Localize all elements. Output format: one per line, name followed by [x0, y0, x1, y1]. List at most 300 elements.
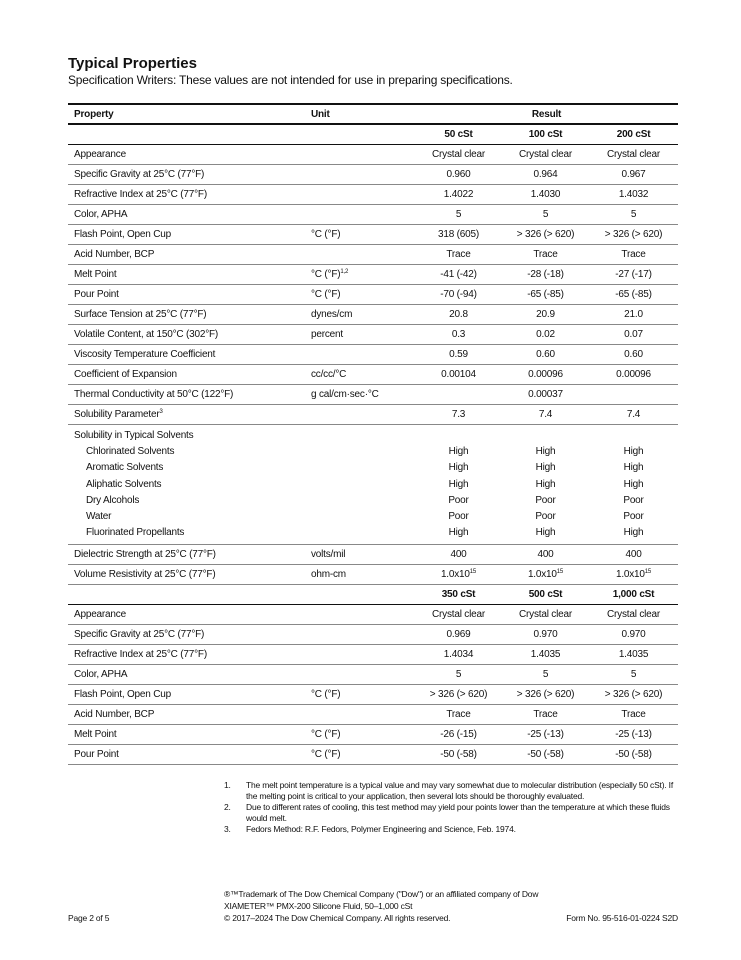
value-cell: [415, 385, 502, 405]
property-name: Solubility Parameter: [74, 409, 160, 420]
exponent: 15: [644, 569, 652, 576]
unit: percent: [311, 329, 343, 340]
value-cell: [502, 145, 589, 165]
value-cell: [589, 305, 678, 325]
value: 1.4022: [443, 189, 474, 200]
unit-cell: [305, 665, 415, 685]
table-row: [68, 705, 678, 725]
property-cell: [68, 685, 305, 705]
value: 21.0: [624, 309, 643, 320]
property-name: Melt Point: [74, 729, 117, 741]
property-cell: [68, 725, 305, 745]
spacer: [421, 428, 496, 444]
value: > 326 (> 620): [516, 229, 575, 240]
solvent-name: Aromatic Solvents: [86, 462, 164, 474]
value-cell: [415, 705, 502, 725]
property-cell: [68, 325, 305, 345]
table-row: [68, 345, 678, 365]
value: 0.59: [449, 349, 468, 360]
value-cell: [415, 605, 502, 625]
solvent-name: Dry Alcohols: [86, 494, 140, 506]
property-name: Dielectric Strength at 25°C (77°F): [74, 549, 216, 561]
value-cell: [502, 545, 589, 565]
solubility-value: High: [623, 446, 644, 458]
value: 0.02: [536, 329, 555, 340]
value-cell: [415, 725, 502, 745]
value-cell: [415, 545, 502, 565]
footnote-ref: 3: [159, 409, 163, 415]
grade-label: 500 cSt: [502, 585, 589, 605]
property-cell: [68, 265, 305, 285]
value-cell: [502, 685, 589, 705]
grade-label: 50 cSt: [415, 124, 502, 145]
table-row: [68, 305, 678, 325]
solubility-value: Poor: [448, 511, 469, 523]
solubility-value: Poor: [623, 511, 644, 523]
header-unit: Unit: [305, 104, 415, 124]
unit: dynes/cm: [311, 309, 353, 320]
solubility-value: High: [535, 462, 556, 474]
unit-cell: [305, 285, 415, 305]
value: Crystal clear: [432, 609, 485, 621]
solvent-name: Fluorinated Propellants: [86, 527, 185, 539]
unit-cell: [305, 745, 415, 765]
value: Trace: [621, 249, 646, 260]
value-cell: [589, 645, 678, 665]
value: > 326 (> 620): [429, 689, 488, 701]
value-cell: [589, 405, 678, 425]
value-cell: [415, 405, 502, 425]
grade-header-row: [68, 124, 678, 145]
value: > 326 (> 620): [604, 689, 663, 701]
value-cell: [502, 705, 589, 725]
value-cell: [589, 745, 678, 765]
value: -25 (-13): [527, 729, 564, 741]
value: Crystal clear: [607, 149, 660, 160]
value-cell: [589, 545, 678, 565]
property-name: Appearance: [74, 609, 126, 621]
value-cell: [502, 605, 589, 625]
table-row: [68, 745, 678, 765]
value: -41 (-42): [440, 269, 477, 280]
property-cell: [68, 665, 305, 685]
unit: g cal/cm·sec·°C: [311, 389, 379, 400]
value-cell: [415, 345, 502, 365]
value: -50 (-58): [527, 749, 564, 761]
unit: °C (°F): [311, 689, 341, 701]
value: 0.970: [621, 629, 646, 641]
table-row: [68, 385, 678, 405]
value-cell: [415, 185, 502, 205]
value-cell: [589, 565, 678, 585]
property-cell: [68, 225, 305, 245]
value: Crystal clear: [519, 149, 572, 160]
table-row: [68, 545, 678, 565]
value: -65 (-85): [527, 289, 564, 300]
property-name: Color, APHA: [74, 209, 128, 220]
value-cell: [415, 685, 502, 705]
properties-table: [68, 103, 678, 765]
value-cell: [589, 365, 678, 385]
value-cell: [589, 145, 678, 165]
value: 1.4034: [443, 649, 474, 661]
property-cell: [68, 605, 305, 625]
value-cell: [589, 685, 678, 705]
value: 20.9: [536, 309, 555, 320]
value: -27 (-17): [615, 269, 652, 280]
value-cell: [415, 565, 502, 585]
value: 5: [630, 209, 637, 220]
value: 5: [542, 669, 549, 681]
footnote-number: 3.: [224, 824, 231, 834]
footnote-text: Fedors Method: R.F. Fedors, Polymer Engineering and Science, Feb. 1974.: [246, 824, 516, 834]
property-name: Appearance: [74, 149, 126, 160]
footnote: [224, 780, 684, 802]
unit-cell: [305, 225, 415, 245]
unit-cell: [305, 245, 415, 265]
value: -70 (-94): [440, 289, 477, 300]
value: -26 (-15): [440, 729, 477, 741]
table-row: [68, 285, 678, 305]
value-cell: [502, 245, 589, 265]
footnote: [224, 824, 684, 835]
table-row: [68, 145, 678, 165]
table-row: [68, 325, 678, 345]
page-subtitle: Specification Writers: These values are not intended for use in preparing specifications.: [68, 73, 513, 87]
value-cell: [502, 205, 589, 225]
value: 0.07: [624, 329, 643, 340]
value: Trace: [446, 709, 471, 721]
value-cell: [589, 345, 678, 365]
solubility-value: Poor: [535, 511, 556, 523]
solvent-values: [589, 425, 678, 545]
solvents-group: [68, 425, 678, 545]
property-name: Volume Resistivity at 25°C (77°F): [74, 569, 216, 581]
value-cell: [415, 745, 502, 765]
solubility-value: Poor: [448, 494, 469, 506]
value: 1.0x10: [527, 569, 557, 581]
value-cell: [415, 225, 502, 245]
value-cell: [502, 265, 589, 285]
value: 7.4: [626, 409, 641, 420]
property-cell: [68, 385, 305, 405]
unit-cell: [305, 685, 415, 705]
footnote-text: The melt point temperature is a typical value and may vary somewhat due to molecular distribution (especially 50 cSt). If the melting point is critical to your application, then several lots should be thoroughly evaluated.: [246, 780, 673, 801]
solubility-value: High: [623, 527, 644, 539]
table-row: [68, 165, 678, 185]
value: 0.967: [621, 169, 646, 180]
solubility-value: High: [535, 527, 556, 539]
unit-cell: [305, 205, 415, 225]
property-cell: [68, 345, 305, 365]
property-cell: [68, 705, 305, 725]
value: 0.969: [446, 629, 471, 641]
unit: °C (°F): [311, 229, 341, 240]
value: Crystal clear: [519, 609, 572, 621]
unit: °C (°F): [311, 289, 341, 300]
grade-label: 1,000 cSt: [589, 585, 678, 605]
value-cell: [415, 145, 502, 165]
solubility-value: High: [535, 446, 556, 458]
value-cell: [589, 605, 678, 625]
grade-header-row: [68, 585, 678, 605]
unit-cell: [305, 345, 415, 365]
value: 0.00104: [441, 369, 476, 380]
value: -50 (-58): [615, 749, 652, 761]
unit-cell: [305, 325, 415, 345]
value: Trace: [533, 249, 558, 260]
unit-cell: [305, 405, 415, 425]
property-cell: [68, 405, 305, 425]
property-name: Surface Tension at 25°C (77°F): [74, 309, 207, 320]
unit-cell: [305, 265, 415, 285]
value-cell: [589, 185, 678, 205]
property-cell: [68, 245, 305, 265]
unit: °C (°F): [311, 269, 341, 280]
value: 400: [625, 549, 642, 561]
unit-cell: [305, 545, 415, 565]
value-cell: [415, 665, 502, 685]
solubility-value: High: [623, 478, 644, 490]
value: -50 (-58): [440, 749, 477, 761]
value: 1.4035: [530, 649, 561, 661]
value-cell: [589, 225, 678, 245]
table-row: [68, 245, 678, 265]
value-cell: [502, 305, 589, 325]
property-cell: [68, 625, 305, 645]
header-property: Property: [68, 104, 305, 124]
value: 1.0x10: [615, 569, 645, 581]
solubility-value: Poor: [623, 494, 644, 506]
grade-label: 100 cSt: [502, 124, 589, 145]
value-cell: [415, 245, 502, 265]
table-row: [68, 365, 678, 385]
property-cell: [68, 305, 305, 325]
property-name: Acid Number, BCP: [74, 709, 155, 721]
property-name: Color, APHA: [74, 669, 128, 681]
property-cell: [68, 745, 305, 765]
unit-cell: [305, 605, 415, 625]
value-cell: [502, 625, 589, 645]
property-cell: [68, 565, 305, 585]
property-cell: [68, 165, 305, 185]
value: 5: [542, 209, 549, 220]
value: 0.960: [446, 169, 471, 180]
value: 7.3: [451, 409, 466, 420]
value-cell: [415, 205, 502, 225]
value-cell: [415, 645, 502, 665]
footnote-ref: 1,2: [340, 269, 349, 275]
value-cell: [502, 325, 589, 345]
value-cell: [589, 205, 678, 225]
value: -28 (-18): [527, 269, 564, 280]
value-cell: [502, 645, 589, 665]
property-name: Refractive Index at 25°C (77°F): [74, 189, 207, 200]
value: 0.00096: [616, 369, 651, 380]
property-cell: [68, 365, 305, 385]
table-row: [68, 265, 678, 285]
grade-label: 350 cSt: [415, 585, 502, 605]
footnotes: [224, 780, 684, 835]
value: 0.00096: [528, 369, 563, 380]
property-name: Thermal Conductivity at 50°C (122°F): [74, 389, 234, 400]
unit: °C (°F): [311, 749, 341, 761]
value-cell: [502, 225, 589, 245]
form-number: Form No. 95-516-01-0224 S2D: [566, 913, 678, 923]
table-header-row: [68, 104, 678, 124]
value: > 326 (> 620): [516, 689, 575, 701]
value: 1.4032: [618, 189, 649, 200]
value-cell: [502, 165, 589, 185]
property-cell: [68, 545, 305, 565]
value: Trace: [621, 709, 646, 721]
value: 0.60: [536, 349, 555, 360]
table-row: [68, 405, 678, 425]
property-name: Acid Number, BCP: [74, 249, 155, 260]
footnote-number: 2.: [224, 802, 231, 812]
value-cell: [415, 625, 502, 645]
footnote: [224, 802, 684, 824]
property-cell: [68, 145, 305, 165]
table-row: [68, 685, 678, 705]
value: 400: [450, 549, 467, 561]
value: 400: [537, 549, 554, 561]
value-cell: [589, 665, 678, 685]
value-cell: [502, 565, 589, 585]
exponent: 15: [469, 569, 477, 576]
solubility-value: High: [448, 446, 469, 458]
value: 0.3: [451, 329, 466, 340]
unit: °C (°F): [311, 729, 341, 741]
copyright-text: © 2017–2024 The Dow Chemical Company. All rights reserved.: [224, 913, 451, 923]
solubility-value: High: [448, 462, 469, 474]
solvents-label: Solubility in Typical Solvents: [74, 430, 194, 441]
property-cell: [68, 285, 305, 305]
property-cell: [68, 645, 305, 665]
value: 0.00037: [528, 389, 563, 400]
value-cell: [415, 305, 502, 325]
value-cell: [502, 725, 589, 745]
footnote-number: 1.: [224, 780, 231, 790]
value: Crystal clear: [607, 609, 660, 621]
table-row: [68, 645, 678, 665]
value: > 326 (> 620): [604, 229, 663, 240]
value-cell: [502, 365, 589, 385]
value-cell: [415, 285, 502, 305]
product-name: XIAMETER™ PMX-200 Silicone Fluid, 50–1,000 cSt: [224, 901, 413, 911]
property-name: Specific Gravity at 25°C (77°F): [74, 629, 205, 641]
value-cell: [502, 665, 589, 685]
solubility-value: High: [448, 527, 469, 539]
unit: volts/mil: [311, 549, 346, 561]
spacer: [508, 428, 583, 444]
page-title: Typical Properties: [68, 55, 197, 72]
footnote-text: Due to different rates of cooling, this test method may yield pour points lower than the temperature at which these fluids would melt.: [246, 802, 670, 823]
page-number: Page 2 of 5: [68, 913, 110, 923]
solvent-name: Aliphatic Solvents: [86, 478, 162, 490]
unit-cell: [305, 145, 415, 165]
unit-cell: [305, 385, 415, 405]
value-cell: [589, 385, 678, 405]
solubility-value: High: [535, 478, 556, 490]
value-cell: [589, 325, 678, 345]
value-cell: [415, 325, 502, 345]
value-cell: [502, 285, 589, 305]
unit: cc/cc/°C: [311, 369, 347, 380]
solubility-value: Poor: [535, 494, 556, 506]
value: 1.4035: [618, 649, 649, 661]
property-name: Viscosity Temperature Coefficient: [74, 349, 216, 360]
property-name: Specific Gravity at 25°C (77°F): [74, 169, 205, 180]
value: Trace: [533, 709, 558, 721]
property-cell: [68, 185, 305, 205]
grade-label: 200 cSt: [589, 124, 678, 145]
value: Trace: [446, 249, 471, 260]
property-name: Pour Point: [74, 289, 119, 300]
solvent-values: [415, 425, 502, 545]
value-cell: [415, 365, 502, 385]
value: 1.0x10: [440, 569, 470, 581]
solubility-value: High: [623, 462, 644, 474]
property-name: Volatile Content, at 150°C (302°F): [74, 329, 219, 340]
header-result: Result: [415, 104, 678, 124]
value-cell: [502, 385, 589, 405]
value-cell: [415, 165, 502, 185]
value: 7.4: [538, 409, 553, 420]
property-name: Flash Point, Open Cup: [74, 229, 171, 240]
unit-cell: [305, 625, 415, 645]
value: 5: [455, 209, 462, 220]
property-name: Flash Point, Open Cup: [74, 689, 171, 701]
property-name: Pour Point: [74, 749, 119, 761]
value-cell: [589, 165, 678, 185]
solubility-value: High: [448, 478, 469, 490]
unit-cell: [305, 725, 415, 745]
solvent-values: [502, 425, 589, 545]
table-row: [68, 565, 678, 585]
value: 318 (605): [437, 229, 479, 240]
value: Crystal clear: [432, 149, 485, 160]
value: -65 (-85): [615, 289, 652, 300]
table-row: [68, 225, 678, 245]
footer-legal: [224, 888, 538, 924]
value-cell: [502, 345, 589, 365]
exponent: 15: [556, 569, 564, 576]
property-name: Refractive Index at 25°C (77°F): [74, 649, 207, 661]
table-row: [68, 725, 678, 745]
property-name: Melt Point: [74, 269, 117, 280]
value-cell: [415, 265, 502, 285]
table-row: [68, 205, 678, 225]
unit-cell: [305, 185, 415, 205]
value-cell: [502, 185, 589, 205]
value-cell: [589, 705, 678, 725]
unit-cell: [305, 165, 415, 185]
unit: ohm-cm: [311, 569, 346, 581]
unit-cell: [305, 645, 415, 665]
value-cell: [502, 405, 589, 425]
value: -25 (-13): [615, 729, 652, 741]
trademark-text: ®™Trademark of The Dow Chemical Company ("Dow") or an affiliated company of Dow: [224, 889, 539, 899]
unit-cell: [305, 565, 415, 585]
table-row: [68, 665, 678, 685]
value: 20.8: [449, 309, 468, 320]
value: 5: [455, 669, 462, 681]
value-cell: [589, 245, 678, 265]
spacer: [595, 428, 672, 444]
unit-cell: [305, 305, 415, 325]
value: 1.4030: [530, 189, 561, 200]
